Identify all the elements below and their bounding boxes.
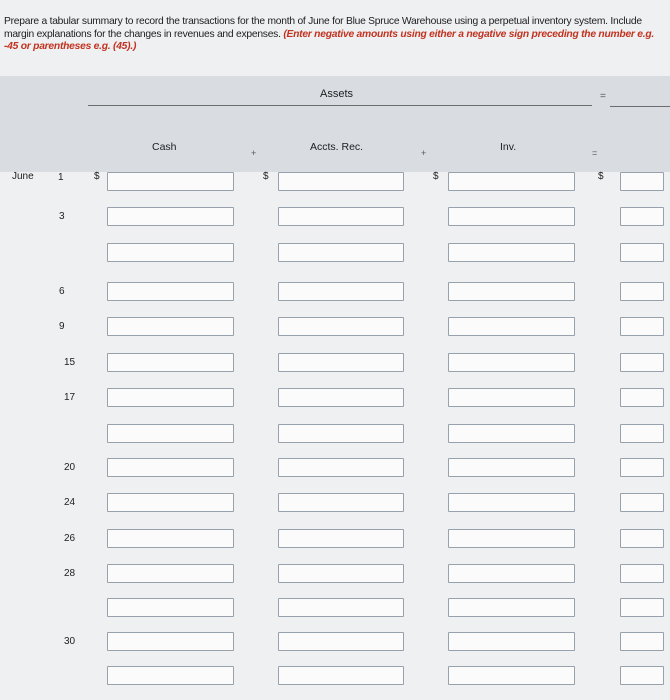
amount-input-next[interactable] — [620, 493, 664, 512]
amount-input-inv[interactable] — [448, 353, 575, 372]
plus-sign: + — [421, 148, 427, 158]
assets-group-header: Assets — [320, 88, 354, 100]
row-day-label: 17 — [64, 392, 76, 403]
amount-input-inv[interactable] — [448, 172, 575, 191]
amount-input-inv[interactable] — [448, 493, 575, 512]
amount-input-next[interactable] — [620, 529, 664, 548]
amount-input-cash[interactable] — [107, 493, 234, 512]
amount-input-cash[interactable] — [107, 564, 234, 583]
currency-symbol-accts-rec: $ — [263, 171, 269, 182]
amount-input-accts-rec[interactable] — [278, 207, 404, 226]
amount-input-accts-rec[interactable] — [278, 564, 404, 583]
instructions-note: (Enter negative amounts using either a negative sign preceding the number e.g. -45 or parentheses e.g. (45).) — [4, 28, 655, 52]
row-day-label: 9 — [59, 321, 65, 332]
amount-input-inv[interactable] — [448, 282, 575, 301]
amount-input-cash[interactable] — [107, 666, 234, 685]
amount-input-next[interactable] — [620, 564, 664, 583]
amount-input-cash[interactable] — [107, 458, 234, 477]
plus-sign: + — [251, 148, 257, 158]
row-day-label: 26 — [64, 533, 76, 544]
amount-input-next[interactable] — [620, 317, 664, 336]
amount-input-accts-rec[interactable] — [278, 388, 404, 407]
currency-symbol-cash: $ — [94, 171, 100, 182]
amount-input-next[interactable] — [620, 388, 664, 407]
column-header-cash: Cash — [152, 141, 177, 153]
amount-input-accts-rec[interactable] — [278, 243, 404, 262]
amount-input-inv[interactable] — [448, 424, 575, 443]
amount-input-inv[interactable] — [448, 458, 575, 477]
amount-input-cash[interactable] — [107, 424, 234, 443]
amount-input-cash[interactable] — [107, 598, 234, 617]
currency-symbol-inv: $ — [433, 171, 439, 182]
amount-input-inv[interactable] — [448, 598, 575, 617]
row-day-label: 30 — [64, 636, 76, 647]
amount-input-inv[interactable] — [448, 317, 575, 336]
amount-input-inv[interactable] — [448, 243, 575, 262]
amount-input-accts-rec[interactable] — [278, 353, 404, 372]
amount-input-inv[interactable] — [448, 564, 575, 583]
amount-input-next[interactable] — [620, 632, 664, 651]
amount-input-cash[interactable] — [107, 207, 234, 226]
amount-input-cash[interactable] — [107, 529, 234, 548]
amount-input-next[interactable] — [620, 172, 664, 191]
liabilities-underline — [610, 106, 670, 107]
amount-input-accts-rec[interactable] — [278, 493, 404, 512]
amount-input-inv[interactable] — [448, 529, 575, 548]
equals-sign: = — [592, 148, 598, 158]
amount-input-accts-rec[interactable] — [278, 317, 404, 336]
amount-input-cash[interactable] — [107, 243, 234, 262]
amount-input-cash[interactable] — [107, 282, 234, 301]
amount-input-accts-rec[interactable] — [278, 529, 404, 548]
amount-input-next[interactable] — [620, 353, 664, 372]
month-label: June — [12, 171, 34, 182]
currency-symbol-next: $ — [598, 171, 604, 182]
equals-sign-header: = — [600, 91, 606, 102]
amount-input-next[interactable] — [620, 207, 664, 226]
amount-input-next[interactable] — [620, 282, 664, 301]
instructions-text: Prepare a tabular summary to record the transactions for the month of June for Blue Spruce Warehouse using a perpetual inventory system. Include margin explanations for the changes in revenues and expenses. — [4, 16, 642, 40]
amount-input-cash[interactable] — [107, 388, 234, 407]
row-day-label: 3 — [59, 211, 65, 222]
column-header-accts-rec: Accts. Rec. — [310, 141, 364, 153]
amount-input-inv[interactable] — [448, 666, 575, 685]
amount-input-inv[interactable] — [448, 632, 575, 651]
amount-input-cash[interactable] — [107, 632, 234, 651]
row-day-label: 28 — [64, 568, 76, 579]
amount-input-cash[interactable] — [107, 317, 234, 336]
amount-input-accts-rec[interactable] — [278, 282, 404, 301]
amount-input-accts-rec[interactable] — [278, 632, 404, 651]
row-day-label: 20 — [64, 462, 76, 473]
amount-input-accts-rec[interactable] — [278, 458, 404, 477]
amount-input-cash[interactable] — [107, 353, 234, 372]
column-header-inv: Inv. — [500, 141, 517, 153]
amount-input-inv[interactable] — [448, 207, 575, 226]
amount-input-accts-rec[interactable] — [278, 424, 404, 443]
amount-input-accts-rec[interactable] — [278, 598, 404, 617]
row-day-label: 24 — [64, 497, 76, 508]
row-day-label: 6 — [59, 286, 65, 297]
row-day-label: 1 — [58, 172, 64, 183]
amount-input-accts-rec[interactable] — [278, 666, 404, 685]
instructions — [4, 16, 668, 54]
amount-input-next[interactable] — [620, 598, 664, 617]
amount-input-next[interactable] — [620, 243, 664, 262]
amount-input-inv[interactable] — [448, 388, 575, 407]
assets-underline — [88, 105, 592, 106]
amount-input-next[interactable] — [620, 666, 664, 685]
amount-input-accts-rec[interactable] — [278, 172, 404, 191]
amount-input-next[interactable] — [620, 458, 664, 477]
amount-input-cash[interactable] — [107, 172, 234, 191]
row-day-label: 15 — [64, 357, 76, 368]
amount-input-next[interactable] — [620, 424, 664, 443]
